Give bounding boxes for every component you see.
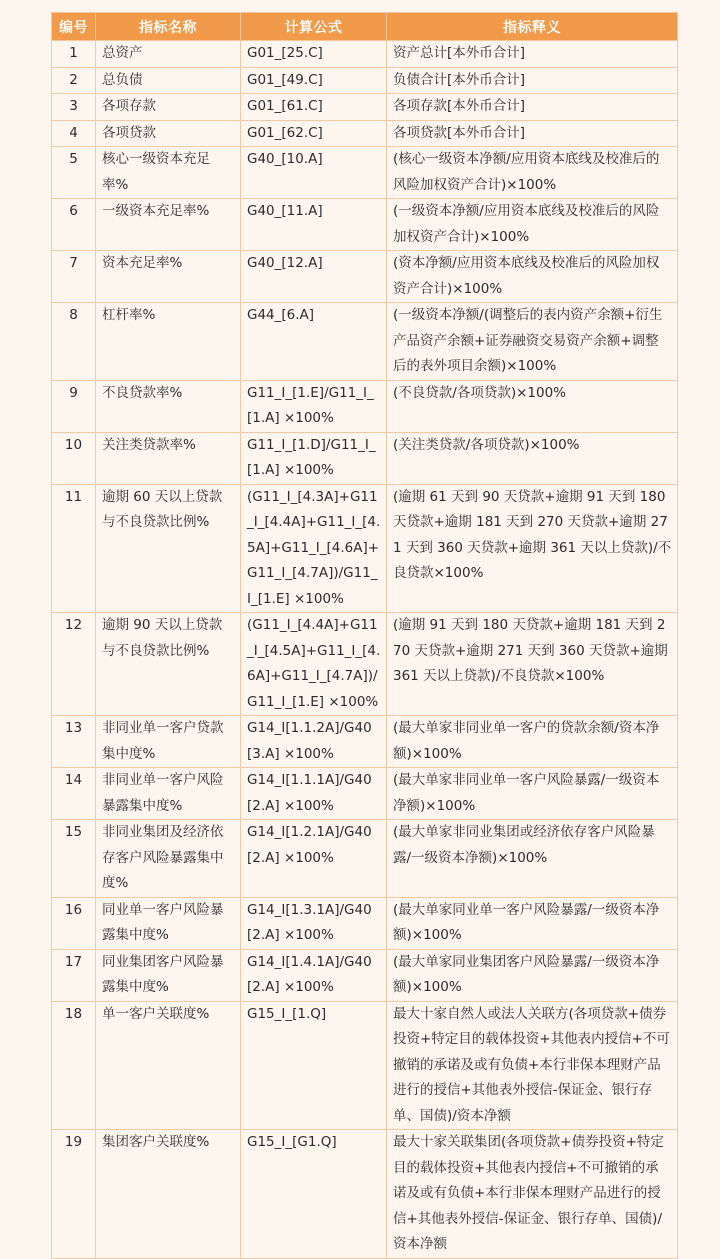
- cell-formula: G15_I_[1.Q]: [241, 1001, 387, 1130]
- table-row: [52, 251, 678, 303]
- cell-description: 各项存款[本外币合计]: [387, 94, 678, 121]
- cell-formula: G40_[10.A]: [241, 147, 387, 199]
- cell-formula: G44_[6.A]: [241, 303, 387, 381]
- cell-number: 1: [52, 41, 96, 68]
- cell-indicator-name: 各项贷款: [96, 120, 241, 147]
- cell-indicator-name: 总资产: [96, 41, 241, 68]
- table-body: [52, 41, 678, 1259]
- cell-formula: G11_I_[1.E]/G11_I_[1.A] ×100%: [241, 380, 387, 432]
- cell-indicator-name: 不良贷款率%: [96, 380, 241, 432]
- cell-description: 最大十家自然人或法人关联方(各项贷款+债券投资+特定目的载体投资+其他表内授信+不可撤销的承诺及或有负债+本行非保本理财产品进行的授信+其他表外授信-保证金、银行存单、国债)/资本净额: [387, 1001, 678, 1130]
- cell-description: (逾期 91 天到 180 天贷款+逾期 181 天到 270 天贷款+逾期 271 天到 360 天贷款+逾期 361 天以上贷款)/不良贷款×100%: [387, 613, 678, 716]
- cell-number: 4: [52, 120, 96, 147]
- cell-indicator-name: 逾期 90 天以上贷款与不良贷款比例%: [96, 613, 241, 716]
- cell-number: 13: [52, 716, 96, 768]
- cell-number: 12: [52, 613, 96, 716]
- cell-number: 3: [52, 94, 96, 121]
- cell-description: 最大十家关联集团(各项贷款+债券投资+特定目的载体投资+其他表内授信+不可撤销的承诺及或有负债+本行非保本理财产品进行的授信+其他表外授信-保证金、银行存单、国债)/资本净额: [387, 1130, 678, 1259]
- header-description: 指标释义: [387, 13, 678, 41]
- cell-indicator-name: 总负债: [96, 67, 241, 94]
- indicator-table-container: [51, 12, 677, 1259]
- cell-formula: (G11_I_[4.3A]+G11_I_[4.4A]+G11_I_[4.5A]+G11_I_[4.6A]+G11_I_[4.7A])/G11_I_[1.E] ×100%: [241, 484, 387, 613]
- cell-description: 负债合计[本外币合计]: [387, 67, 678, 94]
- cell-indicator-name: 一级资本充足率%: [96, 199, 241, 251]
- table-row: [52, 1130, 678, 1259]
- cell-indicator-name: 逾期 60 天以上贷款与不良贷款比例%: [96, 484, 241, 613]
- table-row: [52, 484, 678, 613]
- table-row: [52, 768, 678, 820]
- cell-number: 6: [52, 199, 96, 251]
- cell-number: 11: [52, 484, 96, 613]
- cell-indicator-name: 非同业单一客户贷款集中度%: [96, 716, 241, 768]
- cell-indicator-name: 非同业集团及经济依存客户风险暴露集中度%: [96, 820, 241, 898]
- cell-description: (最大单家非同业集团或经济依存客户风险暴露/一级资本净额)×100%: [387, 820, 678, 898]
- table-row: [52, 380, 678, 432]
- cell-indicator-name: 各项存款: [96, 94, 241, 121]
- cell-description: (最大单家非同业单一客户风险暴露/一级资本净额)×100%: [387, 768, 678, 820]
- header-number: 编号: [52, 13, 96, 41]
- cell-indicator-name: 同业单一客户风险暴露集中度%: [96, 897, 241, 949]
- cell-description: (关注类贷款/各项贷款)×100%: [387, 432, 678, 484]
- table-row: [52, 199, 678, 251]
- table-row: [52, 41, 678, 68]
- cell-description: (核心一级资本净额/应用资本底线及校准后的风险加权资产合计)×100%: [387, 147, 678, 199]
- table-row: [52, 949, 678, 1001]
- cell-formula: G01_[61.C]: [241, 94, 387, 121]
- cell-formula: G01_[25.C]: [241, 41, 387, 68]
- cell-indicator-name: 关注类贷款率%: [96, 432, 241, 484]
- cell-number: 18: [52, 1001, 96, 1130]
- cell-description: 资产总计[本外币合计]: [387, 41, 678, 68]
- cell-formula: G14_I[1.3.1A]/G40[2.A] ×100%: [241, 897, 387, 949]
- cell-number: 8: [52, 303, 96, 381]
- table-row: [52, 303, 678, 381]
- cell-number: 17: [52, 949, 96, 1001]
- table-row: [52, 94, 678, 121]
- cell-formula: G14_I[1.2.1A]/G40[2.A] ×100%: [241, 820, 387, 898]
- cell-number: 7: [52, 251, 96, 303]
- cell-formula: G14_I[1.1.2A]/G40[3.A] ×100%: [241, 716, 387, 768]
- cell-formula: G15_I_[G1.Q]: [241, 1130, 387, 1259]
- table-row: [52, 120, 678, 147]
- cell-formula: G14_I[1.1.1A]/G40[2.A] ×100%: [241, 768, 387, 820]
- cell-number: 16: [52, 897, 96, 949]
- table-row: [52, 820, 678, 898]
- table-row: [52, 67, 678, 94]
- cell-indicator-name: 集团客户关联度%: [96, 1130, 241, 1259]
- cell-indicator-name: 核心一级资本充足率%: [96, 147, 241, 199]
- table-row: [52, 432, 678, 484]
- table-row: [52, 897, 678, 949]
- cell-description: (不良贷款/各项贷款)×100%: [387, 380, 678, 432]
- cell-formula: G40_[12.A]: [241, 251, 387, 303]
- cell-indicator-name: 非同业单一客户风险暴露集中度%: [96, 768, 241, 820]
- cell-formula: G40_[11.A]: [241, 199, 387, 251]
- cell-description: (最大单家非同业单一客户的贷款余额/资本净额)×100%: [387, 716, 678, 768]
- cell-indicator-name: 杠杆率%: [96, 303, 241, 381]
- cell-description: (最大单家同业单一客户风险暴露/一级资本净额)×100%: [387, 897, 678, 949]
- table-row: [52, 147, 678, 199]
- table-row: [52, 613, 678, 716]
- indicator-table: [51, 12, 678, 1259]
- cell-description: (逾期 61 天到 90 天贷款+逾期 91 天到 180 天贷款+逾期 181 天到 270 天贷款+逾期 271 天到 360 天贷款+逾期 361 天以上贷款)/不良贷款×100%: [387, 484, 678, 613]
- cell-number: 14: [52, 768, 96, 820]
- cell-indicator-name: 资本充足率%: [96, 251, 241, 303]
- cell-number: 10: [52, 432, 96, 484]
- cell-number: 5: [52, 147, 96, 199]
- cell-number: 9: [52, 380, 96, 432]
- cell-indicator-name: 单一客户关联度%: [96, 1001, 241, 1130]
- cell-formula: G11_I_[1.D]/G11_I_[1.A] ×100%: [241, 432, 387, 484]
- cell-number: 2: [52, 67, 96, 94]
- cell-formula: G01_[62.C]: [241, 120, 387, 147]
- cell-indicator-name: 同业集团客户风险暴露集中度%: [96, 949, 241, 1001]
- header-formula: 计算公式: [241, 13, 387, 41]
- cell-description: 各项贷款[本外币合计]: [387, 120, 678, 147]
- cell-description: (最大单家同业集团客户风险暴露/一级资本净额)×100%: [387, 949, 678, 1001]
- cell-description: (一级资本净额/应用资本底线及校准后的风险加权资产合计)×100%: [387, 199, 678, 251]
- header-indicator-name: 指标名称: [96, 13, 241, 41]
- cell-description: (一级资本净额/(调整后的表内资产余额+衍生产品资产余额+证券融资交易资产余额+调整后的表外项目余额)×100%: [387, 303, 678, 381]
- cell-number: 19: [52, 1130, 96, 1259]
- cell-number: 15: [52, 820, 96, 898]
- cell-formula: G01_[49.C]: [241, 67, 387, 94]
- cell-description: (资本净额/应用资本底线及校准后的风险加权资产合计)×100%: [387, 251, 678, 303]
- table-row: [52, 1001, 678, 1130]
- cell-formula: G14_I[1.4.1A]/G40[2.A] ×100%: [241, 949, 387, 1001]
- table-header-row: [52, 13, 678, 41]
- cell-formula: (G11_I_[4.4A]+G11_I_[4.5A]+G11_I_[4.6A]+G11_I_[4.7A])/G11_I_[1.E] ×100%: [241, 613, 387, 716]
- table-row: [52, 716, 678, 768]
